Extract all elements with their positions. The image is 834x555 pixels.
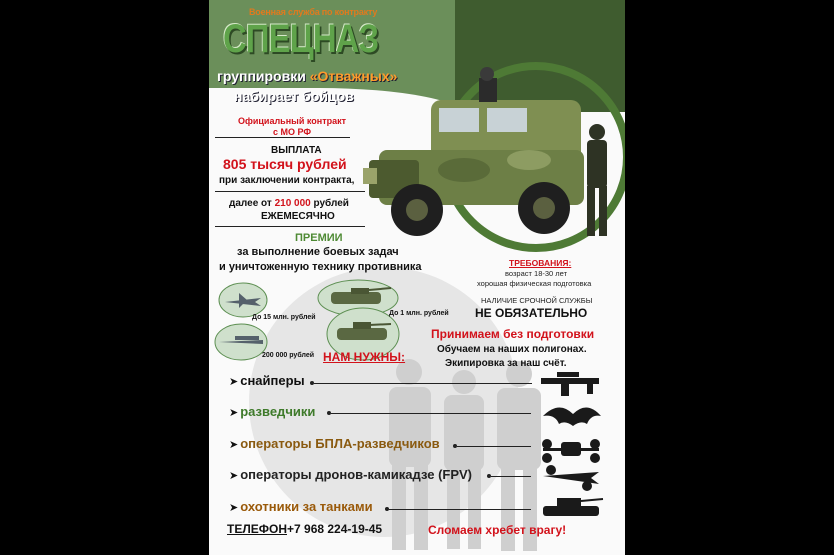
role-line: [457, 446, 531, 447]
role-line: [314, 383, 532, 384]
official-contract: Официальный контракт с МО РФ: [237, 116, 347, 137]
drone-icon: [542, 439, 600, 463]
bonuses-line-1: за выполнение боевых задач: [237, 246, 399, 258]
bonus-helicopter: 200 000 рублей: [262, 352, 315, 359]
tank-target-icon: [543, 498, 603, 516]
role-icons: [537, 370, 607, 520]
payment-condition: при заключении контракта,: [219, 175, 355, 186]
armored-vehicle-image: [359, 60, 619, 250]
requirements-title: ТРЕБОВАНИЯ:: [509, 258, 572, 268]
bat-emblem-icon: [543, 407, 601, 426]
recruitment-poster: [209, 0, 625, 555]
training-line-1: Обучаем на наших полигонах.: [437, 344, 587, 355]
divider: [215, 226, 365, 227]
arrow-icon: ➤: [229, 470, 239, 482]
role-line: [331, 413, 531, 414]
title-spetsnaz: СПЕЦНАЗ: [223, 17, 379, 61]
slogan: Сломаем хребет врагу!: [428, 523, 567, 537]
requirement-age: возраст 18-30 лет: [505, 269, 568, 278]
subtitle-contract-service: Военная служба по контракту: [249, 7, 378, 17]
monthly-line: далее от 210 000 рублей: [229, 198, 349, 209]
role-scouts: ➤ разведчики: [229, 404, 316, 419]
requirement-service: НАЛИЧИЕ СРОЧНОЙ СЛУЖБЫ: [481, 296, 593, 305]
arrow-icon: ➤: [229, 376, 239, 388]
requirement-not-required: НЕ ОБЯЗАТЕЛЬНО: [475, 306, 588, 320]
role-tank-hunters: ➤ охотники за танками: [229, 499, 373, 514]
payment-amount: 805 тысяч рублей: [223, 156, 347, 172]
no-training-title: Принимаем без подготовки: [431, 327, 595, 341]
role-line: [389, 509, 531, 510]
rifle-icon: [541, 372, 599, 396]
training-line-2: Экипировка за наш счёт.: [445, 358, 567, 369]
bonus-aircraft: До 15 млн. рублей: [252, 314, 316, 321]
arrow-icon: ➤: [229, 439, 239, 451]
divider: [215, 191, 365, 192]
bonus-tank: До 1 млн. рублей: [389, 310, 449, 317]
we-need-title: НАМ НУЖНЫ:: [323, 350, 406, 364]
bonuses-title: ПРЕМИИ: [295, 232, 343, 244]
role-line: [491, 476, 531, 477]
monthly-label: ЕЖЕМЕСЯЧНО: [261, 211, 335, 222]
arrow-icon: ➤: [229, 407, 239, 419]
group-line: группировки «Отважных»: [217, 68, 398, 84]
bonuses-line-2: и уничтоженную технику противника: [219, 261, 422, 273]
fpv-drone-icon: [543, 465, 599, 491]
role-snipers: ➤ снайперы: [229, 373, 305, 388]
payment-label: ВЫПЛАТА: [271, 145, 322, 156]
role-fpv-operators: ➤ операторы дронов-камикадзе (FPV): [229, 467, 473, 482]
recruiting-line: набирает бойцов: [234, 88, 354, 104]
arrow-icon: ➤: [229, 502, 239, 514]
phone-line: ТЕЛЕФОН+7 968 224-19-45: [227, 522, 383, 536]
role-uav-operators: ➤ операторы БПЛА-разведчиков: [229, 436, 440, 451]
requirement-fitness: хорошая физическая подготовка: [477, 279, 592, 288]
divider: [215, 137, 350, 138]
